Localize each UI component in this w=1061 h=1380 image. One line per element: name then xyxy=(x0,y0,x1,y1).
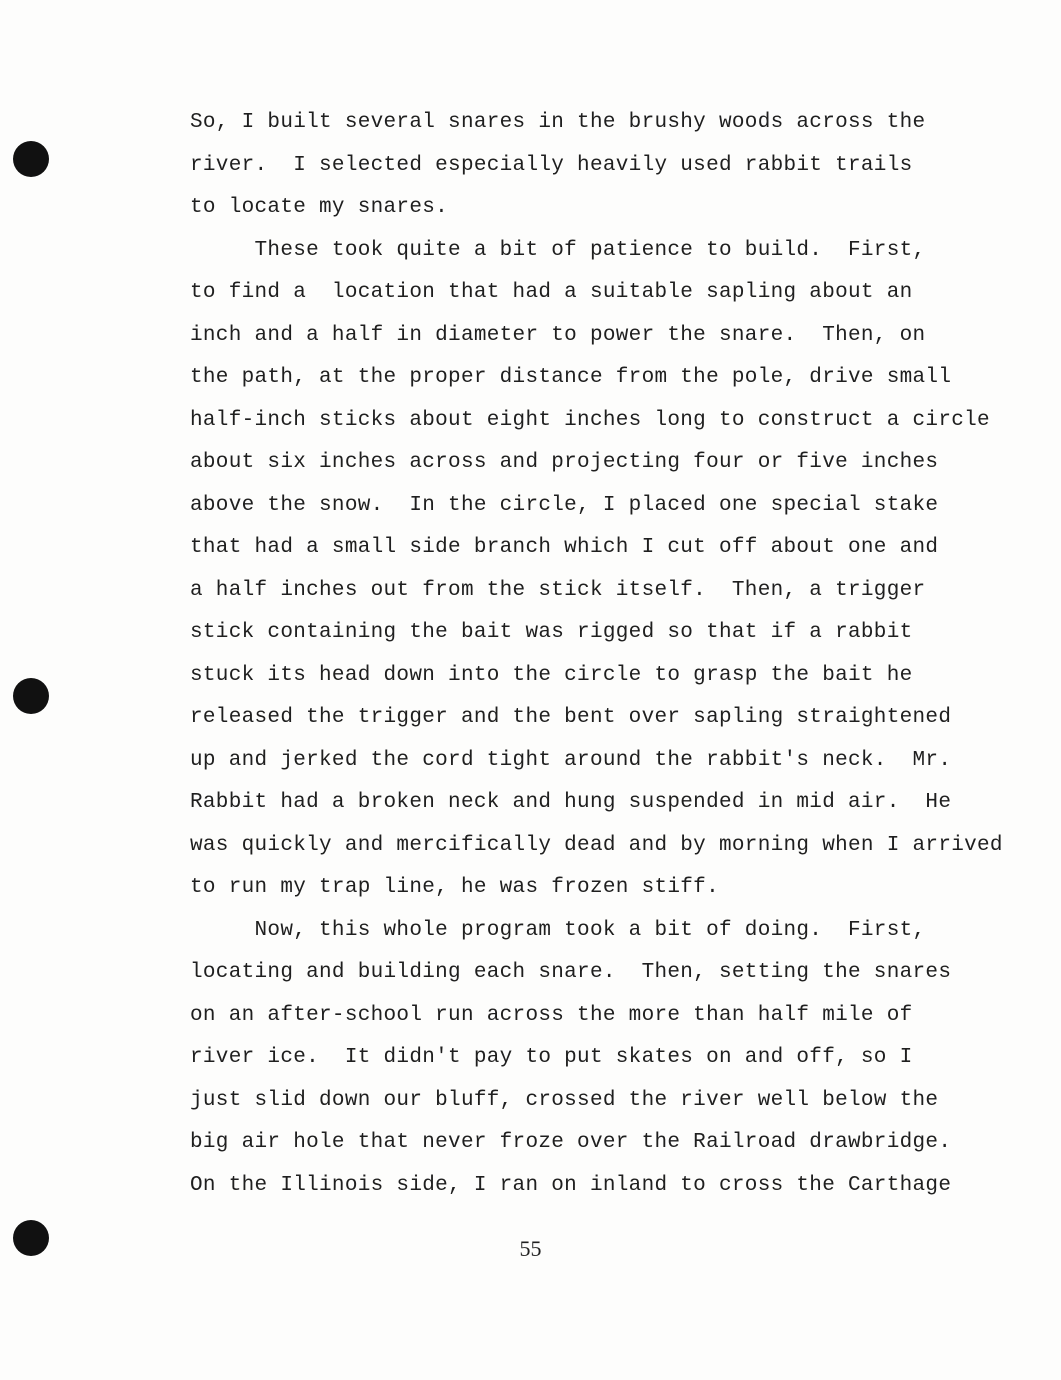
page-number: 55 xyxy=(519,1236,542,1261)
text-line: river ice. It didn't pay to put skates on and off, so I xyxy=(190,1046,913,1069)
text-line: to locate my snares. xyxy=(190,196,449,219)
text-line: On the Illinois side, I ran on inland to cross the Carthage xyxy=(190,1173,952,1197)
body-text xyxy=(190,102,1030,1207)
text-line: above the snow. In the circle, I placed one special stake xyxy=(190,493,939,517)
text-line: up and jerked the cord tight around the rabbit's neck. Mr. xyxy=(190,748,952,772)
text-line: just slid down our bluff, crossed the river well below the xyxy=(190,1088,939,1112)
punch-hole-middle xyxy=(13,678,49,714)
text-line: So, I built several snares in the brushy woods across the xyxy=(190,111,926,134)
text-line: to find a location that had a suitable sapling about an xyxy=(190,281,913,304)
text-line: stick containing the bait was rigged so that if a rabbit xyxy=(190,621,913,644)
text-line: about six inches across and projecting four or five inches xyxy=(190,451,939,474)
text-line: big air hole that never froze over the Railroad drawbridge. xyxy=(190,1131,952,1154)
text-line: was quickly and mercifically dead and by morning when I arrived xyxy=(190,833,1003,857)
text-line: river. I selected especially heavily used rabbit trails xyxy=(190,153,913,177)
text-line: a half inches out from the stick itself. Then, a trigger xyxy=(190,578,926,602)
text-line: inch and a half in diameter to power the snare. Then, on xyxy=(190,323,926,347)
text-line: stuck its head down into the circle to grasp the bait he xyxy=(190,663,913,687)
text-line: released the trigger and the bent over sapling straightened xyxy=(190,706,952,729)
text-line: the path, at the proper distance from the pole, drive small xyxy=(190,366,952,389)
text-line: on an after-school run across the more than half mile of xyxy=(190,1003,913,1027)
text-line: Rabbit had a broken neck and hung suspended in mid air. He xyxy=(190,791,952,814)
text-line: half-inch sticks about eight inches long to construct a circle xyxy=(190,408,990,432)
text-line: that had a small side branch which I cut off about one and xyxy=(190,536,939,559)
text-line: to run my trap line, he was frozen stiff. xyxy=(190,876,719,899)
text-line: Now, this whole program took a bit of doing. First, xyxy=(190,918,926,942)
punch-hole-top xyxy=(13,141,49,177)
text-line: locating and building each snare. Then, setting the snares xyxy=(190,961,952,984)
text-line: These took quite a bit of patience to build. First, xyxy=(190,238,926,262)
